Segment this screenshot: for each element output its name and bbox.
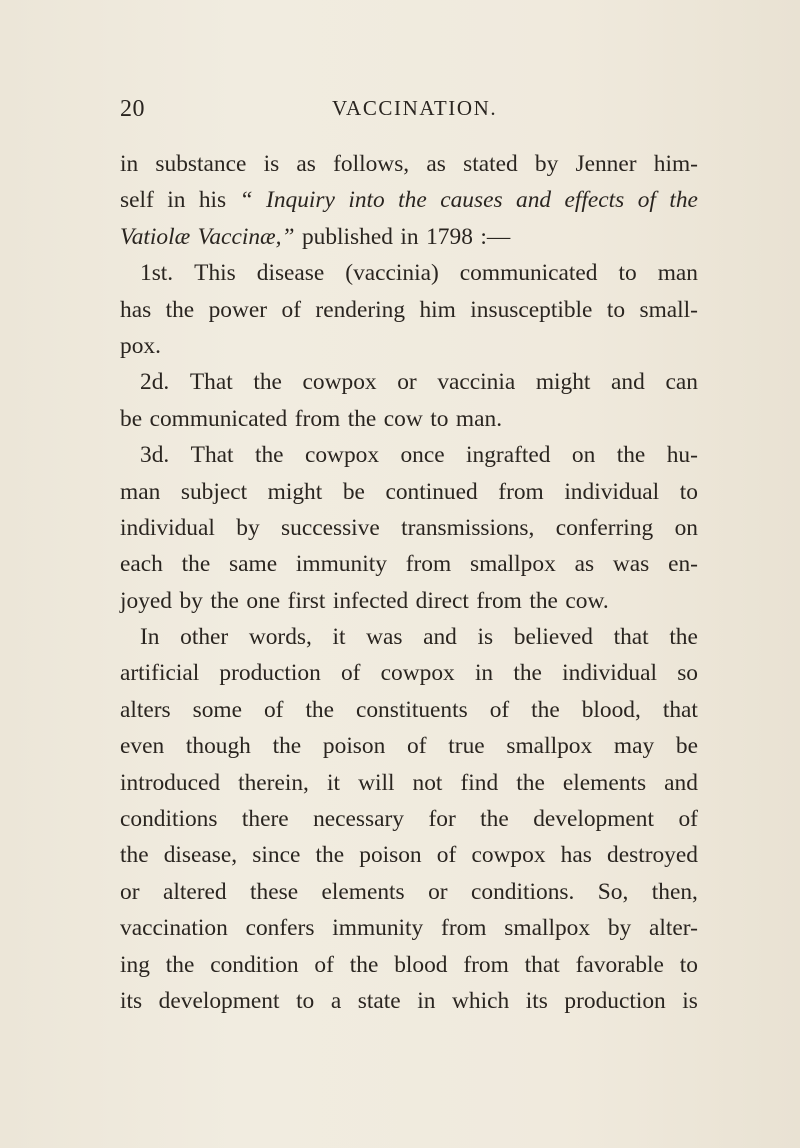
word: disease,: [163, 842, 238, 869]
word: alters: [120, 696, 171, 723]
word: true: [448, 733, 485, 760]
word: and: [664, 769, 698, 796]
word: in: [417, 987, 436, 1014]
word: is: [263, 151, 280, 177]
word: the: [253, 369, 282, 396]
word: conferring: [555, 514, 654, 541]
text-line: [120, 728, 698, 764]
text-line: [120, 364, 698, 400]
word: development: [533, 806, 655, 833]
word: was: [366, 624, 403, 651]
word: Inquiry: [266, 187, 335, 214]
word: the: [669, 187, 698, 214]
word: the: [315, 842, 345, 869]
word: en-: [668, 551, 698, 578]
word: constituents: [355, 696, 468, 723]
word: successive: [281, 514, 380, 541]
word: blood,: [581, 696, 641, 723]
word: elements: [562, 769, 647, 796]
running-head: VACCINATION.: [332, 96, 498, 120]
word: on: [571, 442, 596, 469]
word: as: [574, 551, 595, 578]
word: That: [190, 442, 234, 469]
text-line: [120, 510, 698, 546]
word: it: [326, 769, 340, 796]
text-line: [120, 692, 698, 728]
word: of: [678, 806, 698, 833]
text-line: [120, 655, 698, 691]
word: its: [120, 987, 143, 1014]
word: to: [606, 296, 626, 323]
word: as: [426, 151, 446, 177]
word: be: [342, 478, 365, 505]
word: of: [314, 951, 334, 978]
word: published: [301, 223, 393, 250]
text-line: [120, 619, 698, 655]
word: not: [412, 769, 443, 796]
word: 3d.: [140, 442, 170, 469]
word: that: [524, 951, 560, 978]
text-line: [120, 255, 698, 291]
word: transmissions,: [401, 514, 535, 541]
word: 1st.: [140, 260, 174, 287]
word: be: [675, 733, 698, 760]
text-line: [120, 910, 698, 946]
word: of: [436, 842, 457, 869]
word: the: [513, 660, 542, 687]
word: communicated: [149, 405, 288, 432]
word: each: [120, 551, 163, 578]
word: the: [347, 405, 377, 432]
word: In: [140, 624, 160, 651]
word: that: [613, 624, 649, 651]
word: or: [120, 878, 140, 905]
word: is: [682, 987, 698, 1014]
word: confers: [245, 915, 315, 942]
word: of: [489, 696, 510, 723]
word: in: [167, 187, 186, 214]
word: to: [679, 951, 698, 978]
word: 1798: [426, 223, 473, 250]
word: the: [531, 696, 560, 723]
text-line: [120, 837, 698, 873]
text-line: [120, 801, 698, 837]
word: as: [296, 151, 316, 177]
word: of: [407, 733, 427, 760]
word: cow.: [565, 587, 609, 614]
word: vaccination: [120, 915, 228, 942]
word: on: [674, 514, 698, 541]
word: to: [618, 260, 637, 287]
word: some: [192, 696, 242, 723]
word: man.: [455, 405, 503, 432]
word: or: [428, 878, 448, 905]
word: the: [165, 951, 195, 978]
word: the: [516, 769, 545, 796]
word: alter-: [649, 915, 698, 942]
word: cowpox: [304, 442, 380, 469]
word: condition: [210, 951, 299, 978]
word: smallpox: [506, 733, 593, 760]
word: these: [250, 878, 299, 905]
word: elements: [321, 878, 405, 905]
word: to: [296, 987, 315, 1014]
word: it: [332, 624, 346, 651]
word: cowpox: [380, 660, 455, 687]
word: the: [210, 587, 239, 614]
word: 2d.: [140, 369, 170, 396]
word: individual: [120, 514, 215, 541]
text-line: [120, 182, 698, 218]
word: necessary: [313, 806, 405, 833]
word: That: [189, 369, 233, 396]
text-line: [120, 401, 698, 437]
word: artificial: [120, 660, 200, 687]
word: of: [281, 296, 301, 323]
text-line: [120, 292, 698, 328]
word: power: [208, 296, 268, 323]
word: find: [460, 769, 499, 796]
word: (vaccinia): [345, 260, 439, 287]
text-line: [120, 219, 698, 255]
word: individual: [564, 478, 660, 505]
word: of: [263, 696, 284, 723]
word: altered: [162, 878, 227, 905]
word: introduced: [120, 769, 221, 796]
word: words,: [248, 624, 312, 651]
word: pox.: [120, 332, 161, 359]
word: the: [616, 442, 646, 469]
word: the: [254, 442, 284, 469]
word: him-: [653, 151, 698, 177]
word: production: [219, 660, 321, 687]
word: smallpox: [470, 551, 556, 578]
word: can: [665, 369, 698, 396]
word: cow: [383, 405, 423, 432]
word: from: [441, 915, 487, 942]
word: might: [535, 369, 591, 396]
word: by: [607, 915, 632, 942]
word: him: [419, 296, 456, 323]
text-line: [120, 437, 698, 473]
word: the: [120, 842, 149, 869]
word: same: [229, 551, 278, 578]
word: or: [397, 369, 417, 396]
word: might: [267, 478, 323, 505]
word: of: [340, 660, 361, 687]
word: continued: [385, 478, 478, 505]
word: insusceptible: [470, 296, 593, 323]
word: in: [400, 223, 419, 250]
word: self: [120, 187, 154, 214]
word: cowpox: [471, 842, 546, 869]
word: substance: [155, 151, 247, 177]
word: since: [252, 842, 301, 869]
word: man: [120, 478, 161, 505]
word: the: [480, 806, 509, 833]
word: and: [423, 624, 457, 651]
word: ingrafted: [466, 442, 551, 469]
word: the: [165, 296, 195, 323]
text-line: [120, 474, 698, 510]
word: vaccinia: [437, 369, 516, 396]
page-header: [120, 96, 680, 132]
word: the: [305, 696, 335, 723]
word: favorable: [575, 951, 664, 978]
word: then,: [651, 878, 698, 905]
word: was: [612, 551, 650, 578]
word: has: [560, 842, 592, 869]
word: Jenner: [575, 151, 637, 177]
text-line: [120, 583, 698, 619]
word: disease: [256, 260, 325, 287]
text-line: [120, 765, 698, 801]
word: from: [405, 551, 452, 578]
word: by: [179, 587, 203, 614]
word: immunity: [332, 915, 424, 942]
word: cowpox: [302, 369, 377, 396]
word: other: [180, 624, 229, 651]
body-text: [120, 146, 698, 1019]
word: individual: [562, 660, 657, 687]
word: effects: [564, 187, 625, 214]
text-line: [120, 874, 698, 910]
word: that: [662, 696, 698, 723]
word: and: [611, 369, 645, 396]
word: conditions.: [471, 878, 575, 905]
word: production: [564, 987, 666, 1014]
word: infected: [332, 587, 409, 614]
word: conditions: [120, 806, 218, 833]
word: which: [451, 987, 510, 1014]
word: subject: [180, 478, 248, 505]
word: This: [194, 260, 236, 287]
word: direct: [415, 587, 469, 614]
word: a: [330, 987, 342, 1014]
word: the: [181, 551, 211, 578]
word: man: [657, 260, 698, 287]
word: one: [246, 587, 281, 614]
word: be: [120, 405, 143, 432]
word: his: [198, 187, 227, 214]
word: to: [679, 478, 698, 505]
word: first: [287, 587, 326, 614]
word: So,: [597, 878, 629, 905]
word: ing: [120, 951, 150, 978]
word: Vaccinæ,”: [197, 223, 295, 250]
word: in: [474, 660, 494, 687]
text-line: [120, 328, 698, 364]
word: the: [529, 587, 558, 614]
word: Vatiolæ: [120, 223, 191, 250]
word: even: [120, 733, 165, 760]
word: communicated: [459, 260, 598, 287]
word: believed: [513, 624, 593, 651]
word: the: [349, 951, 379, 978]
word: poison: [359, 842, 422, 869]
word: of: [637, 187, 656, 214]
word: has: [120, 296, 152, 323]
word: will: [358, 769, 395, 796]
word: there: [241, 806, 289, 833]
word: into: [348, 187, 385, 214]
word: from: [476, 587, 522, 614]
text-line: [120, 146, 698, 182]
word: by: [534, 151, 559, 177]
word: is: [477, 624, 494, 651]
word: smallpox: [504, 915, 591, 942]
word: follows,: [333, 151, 410, 177]
word: small-: [639, 296, 698, 323]
text-line: [120, 546, 698, 582]
word: its: [525, 987, 548, 1014]
word: from: [498, 478, 544, 505]
word: rendering: [315, 296, 406, 323]
word: poison: [322, 733, 386, 760]
word: once: [400, 442, 445, 469]
word: the: [272, 733, 302, 760]
word: in: [120, 151, 139, 177]
word: may: [613, 733, 655, 760]
word: immunity: [295, 551, 387, 578]
word: the: [398, 187, 427, 214]
word: “: [239, 187, 253, 214]
word: therein,: [238, 769, 309, 796]
word: hu-: [666, 442, 698, 469]
word: to: [430, 405, 449, 432]
word: joyed: [120, 587, 172, 614]
word: though: [185, 733, 251, 760]
word: :—: [480, 223, 511, 250]
word: stated: [463, 151, 518, 177]
text-line: [120, 983, 698, 1019]
word: for: [428, 806, 456, 833]
word: from: [463, 951, 509, 978]
word: and: [516, 187, 552, 214]
page-number: 20: [120, 96, 145, 122]
word: destroyed: [607, 842, 698, 869]
word: the: [669, 624, 698, 651]
word: causes: [440, 187, 503, 214]
word: so: [677, 660, 698, 687]
text-line: [120, 947, 698, 983]
word: from: [294, 405, 341, 432]
word: state: [357, 987, 401, 1014]
word: development: [158, 987, 280, 1014]
word: blood: [394, 951, 448, 978]
word: by: [236, 514, 260, 541]
